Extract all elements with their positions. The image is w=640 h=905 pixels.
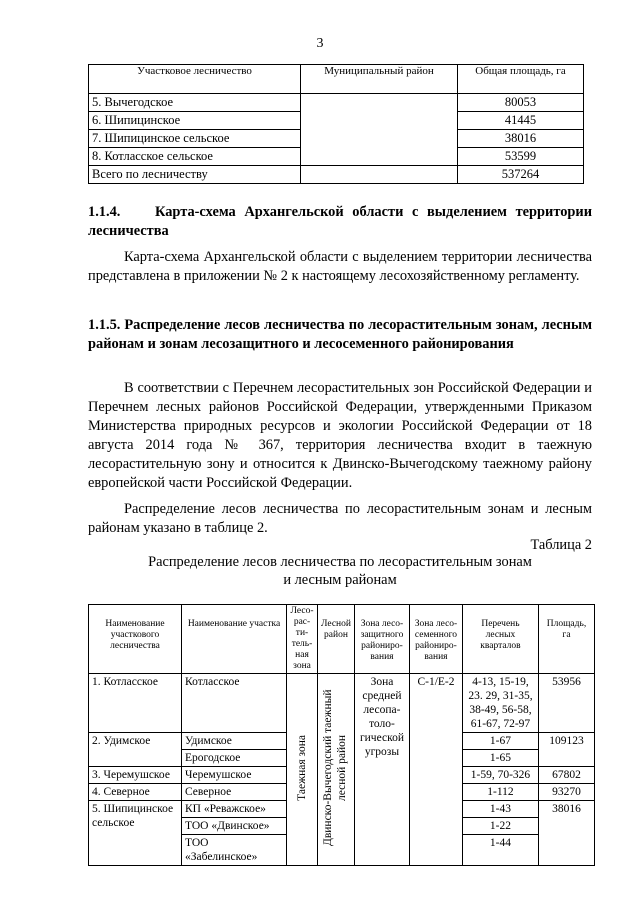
row-part: Черемушское xyxy=(182,767,287,784)
col-header-quarters: Перечень лесных кварталов xyxy=(462,605,538,674)
table-label: Таблица 2 xyxy=(530,537,592,553)
row-area: 41445 xyxy=(458,112,584,130)
row-quarters: 1-44 xyxy=(462,835,538,866)
row-part: Ерогодское xyxy=(182,750,287,767)
table2-title-line2: и лесным районам xyxy=(283,572,397,588)
row-area: 67802 xyxy=(538,767,594,784)
row-forestry: 1. Котласское xyxy=(89,674,182,733)
row-area: 53956 xyxy=(538,674,594,733)
row-area: 38016 xyxy=(458,130,584,148)
row-part: Котласское xyxy=(182,674,287,733)
protect-cell: Зона средней лесопа-толо-гической угрозы xyxy=(354,674,409,866)
col-header-zone: Лесо-рас-ти-тель-ная зона xyxy=(287,605,318,674)
row-quarters: 1-59, 70-326 xyxy=(462,767,538,784)
row-quarters: 1-112 xyxy=(462,784,538,801)
col-header-area: Площадь, га xyxy=(538,605,594,674)
row-quarters: 1-67 xyxy=(462,733,538,750)
district-value: Двинско-Вычегодский таежный лесной район xyxy=(321,689,348,846)
row-forestry: 3. Черемушское xyxy=(89,767,182,784)
zone-value: Таежная зона xyxy=(296,734,308,801)
seed-cell: С-1/Е-2 xyxy=(409,674,462,866)
municipal-cell xyxy=(301,94,458,166)
district-cell xyxy=(318,674,355,866)
row-name: 8. Котласское сельское xyxy=(89,148,301,166)
col-header-seed: Зона лесо-семенного райониро-вания xyxy=(409,605,462,674)
section-115-heading: 1.1.5. Распределение лесов лесничества по лесорастительным зонам, лесным районам и зонам лесозащитного и лесосеменного районирования xyxy=(88,317,592,352)
row-quarters: 1-65 xyxy=(462,750,538,767)
row-name: 6. Шипицинское xyxy=(89,112,301,130)
total-area: 537264 xyxy=(458,166,584,184)
col-header-part: Наименование участка xyxy=(182,605,287,674)
row-area: 109123 xyxy=(538,733,594,767)
row-quarters: 1-22 xyxy=(462,818,538,835)
total-label: Всего по лесничеству xyxy=(89,166,301,184)
row-area: 80053 xyxy=(458,94,584,112)
row-part: КП «Реважское» xyxy=(182,801,287,818)
row-quarters: 1-43 xyxy=(462,801,538,818)
col-header-protect: Зона лесо-защитного райониро-вания xyxy=(354,605,409,674)
section-114-heading: 1.1.4. Карта-схема Архангельской области с выделением территории лесничества xyxy=(88,204,592,239)
col-header-area: Общая площадь, га xyxy=(458,65,584,94)
table-header-row xyxy=(89,605,595,674)
row-part: ТОО «Двинское» xyxy=(182,818,287,835)
section-115-text2: Распределение лесов лесничества по лесорастительным зонам и лесным районам указано в таблице 2. xyxy=(88,501,592,536)
row-area: 38016 xyxy=(538,801,594,866)
table-total-row xyxy=(89,166,584,184)
zone-cell xyxy=(287,674,318,866)
row-quarters: 4-13, 15-19, 23. 29, 31-35, 38-49, 56-58, 61-67, 72-97 xyxy=(462,674,538,733)
col-header-forestry: Наименование участкового лесничества xyxy=(89,605,182,674)
table-header-row xyxy=(89,65,584,94)
forest-distribution-table xyxy=(88,604,595,866)
table2-title-line1: Распределение лесов лесничества по лесорастительным зонам xyxy=(148,554,532,570)
table-row xyxy=(89,94,584,112)
row-area: 53599 xyxy=(458,148,584,166)
row-forestry: 5. Шипицинское сельское xyxy=(89,801,182,866)
section-114-text: Карта-схема Архангельской области с выделением территории лесничества представлена в приложении № 2 к настоящему лесохозяйственному регламенту. xyxy=(88,249,592,284)
col-header-forestry: Участковое лесничество xyxy=(89,65,301,94)
row-part: ТОО «Забелинское» xyxy=(182,835,287,866)
row-forestry: 4. Северное xyxy=(89,784,182,801)
row-part: Удимское xyxy=(182,733,287,750)
forestry-area-table xyxy=(88,64,584,184)
col-header-district: Лесной район xyxy=(318,605,355,674)
page-number: 3 xyxy=(316,36,324,51)
table-row xyxy=(89,674,595,733)
row-part: Северное xyxy=(182,784,287,801)
row-name: 5. Вычегодское xyxy=(89,94,301,112)
row-name: 7. Шипицинское сельское xyxy=(89,130,301,148)
row-area: 93270 xyxy=(538,784,594,801)
col-header-municipal: Муниципальный район xyxy=(301,65,458,94)
row-forestry: 2. Удимское xyxy=(89,733,182,767)
total-empty xyxy=(301,166,458,184)
section-115-text1: В соответствии с Перечнем лесорастительных зон Российской Федерации и Перечнем лесных районов Российской Федерации, утвержденными Приказом Министерства природных ресурсов и экологии Российской Федерации от 18 августа 2014 года № 367, территория лесничества входит в таежную лесорастительную зону и относится к Двинско-Вычегодскому таежному району европейской части Российской Федерации. xyxy=(88,380,592,491)
